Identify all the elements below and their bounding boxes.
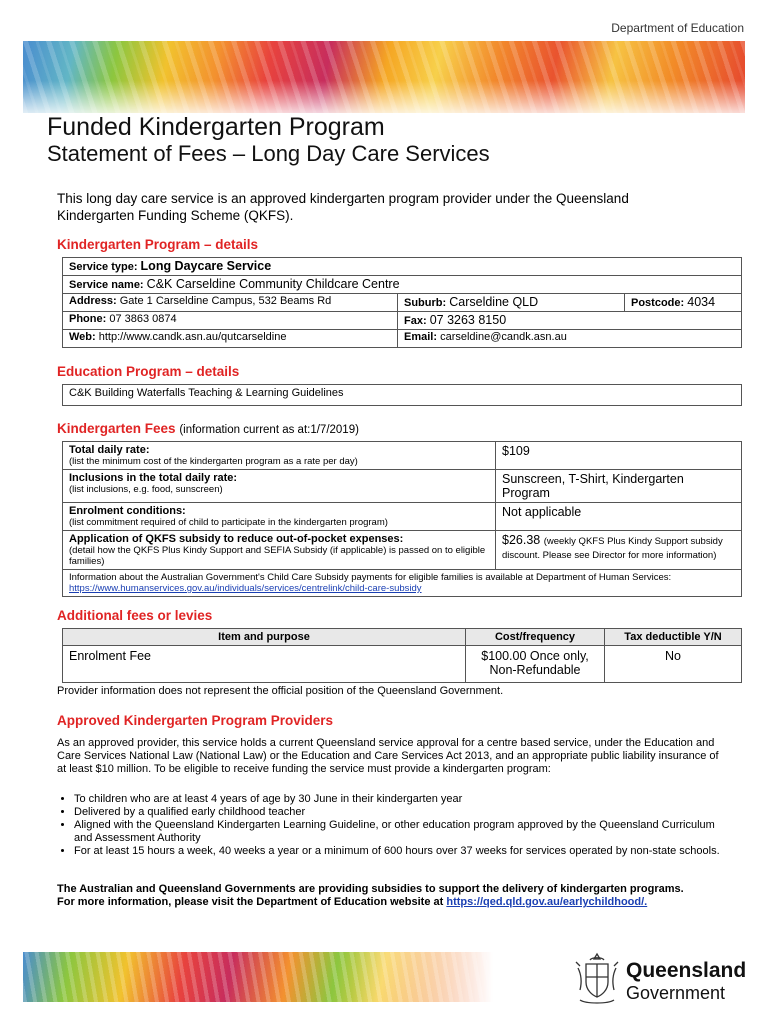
suburb-value: Carseldine QLD [449, 295, 539, 309]
approved-providers-heading: Approved Kindergarten Program Providers [57, 713, 334, 728]
fees-info-date: (information current as at:1/7/2019) [179, 424, 359, 436]
service-name-label: Service name: [69, 279, 144, 291]
address-cell [63, 294, 398, 312]
inclusions-note: (list inclusions, e.g. food, sunscreen) [69, 484, 223, 495]
web-label: Web: [69, 331, 96, 343]
fee-cost: $100.00 Once only, Non-Refundable [466, 646, 605, 683]
list-item: • To children who are at least 4 years of age by 30 June in their kindergarten year [74, 793, 736, 806]
service-name-cell [63, 276, 742, 294]
daily-rate-label-cell [63, 442, 496, 470]
subsidy-amount: $26.38 [502, 533, 541, 547]
enrolment-label-cell [63, 503, 496, 531]
table-row [63, 646, 742, 683]
approved-paragraph: As an approved provider, this service holds a current Queensland service approval for a centre based service, under the Education and Care Services National Law (National Law) or the Education and Care Services Act 2013, and an appropriate public liability insurance of at least $10 million. To be eligible to receive funding the service must provide a kindergarten program: [57, 737, 719, 775]
requirements-list [57, 793, 736, 858]
education-guideline: C&K Building Waterfalls Teaching & Learning Guidelines [63, 385, 742, 406]
queensland-government-logo [626, 960, 746, 1004]
additional-fees-table [62, 628, 742, 683]
inclusions-value: Sunscreen, T-Shirt, Kindergarten Program [496, 470, 742, 503]
postcode-label: Postcode: [631, 297, 685, 309]
address-value: Gate 1 Carseldine Campus, 532 Beams Rd [119, 295, 332, 307]
service-type-cell [63, 258, 742, 276]
fax-cell [398, 312, 742, 330]
intro-paragraph: This long day care service is an approved kindergarten program provider under the Queensland Kindergarten Funding Scheme (QKFS). [57, 191, 629, 223]
col-tax-deductible: Tax deductible Y/N [605, 629, 742, 646]
subsidy-note: (detail how the QKFS Plus Kindy Support and SEFIA Subsidy (if applicable) is passed on to eligible families) [69, 545, 486, 567]
daily-rate-value: $109 [496, 442, 742, 470]
service-type-value: Long Daycare Service [140, 259, 272, 273]
statement-title: Statement of Fees – Long Day Care Services [47, 141, 490, 166]
education-website-link[interactable]: https://qed.qld.gov.au/earlychildhood/. [446, 896, 648, 908]
program-details-table [62, 257, 742, 348]
ccs-link[interactable]: https://www.humanservices.gov.au/individuals/services/centrelink/child-care-subsidy [69, 583, 422, 594]
service-name-value: C&K Carseldine Community Childcare Centre [146, 277, 400, 291]
education-table [62, 384, 742, 406]
fees-heading [57, 421, 359, 436]
list-item: • Delivered by a qualified early childhood teacher [74, 806, 736, 819]
kp-details-heading: Kindergarten Program – details [57, 237, 259, 252]
web-value: http://www.candk.asn.au/qutcarseldine [98, 331, 287, 343]
service-type-label: Service type: [69, 261, 138, 273]
logo-line-government: Government [626, 983, 726, 1003]
col-item-purpose: Item and purpose [63, 629, 466, 646]
fee-tax: No [605, 646, 742, 683]
daily-rate-label: Total daily rate: [69, 444, 150, 456]
web-cell [63, 330, 398, 348]
footer-banner [23, 952, 493, 1002]
subsidy-label: Application of QKFS subsidy to reduce out-of-pocket expenses: [69, 533, 404, 545]
suburb-label: Suburb: [404, 297, 447, 309]
fax-value: 07 3263 8150 [429, 313, 507, 327]
provider-disclaimer: Provider information does not represent the official position of the Queensland Government. [57, 685, 504, 697]
list-item: • For at least 15 hours a week, 40 weeks a year or a minimum of 600 hours over 37 weeks for services operated by non-state schools. [74, 845, 736, 858]
col-cost-frequency: Cost/frequency [466, 629, 605, 646]
suburb-cell [398, 294, 625, 312]
coat-of-arms-icon [572, 950, 622, 1010]
header-banner [23, 41, 745, 113]
phone-cell [63, 312, 398, 330]
email-value: carseldine@candk.asn.au [440, 331, 567, 343]
logo-line-queensland: Queensland [626, 959, 747, 982]
phone-value: 07 3863 0874 [109, 313, 177, 325]
subsidy-description: (weekly QKFS Plus Kindy Support subsidy discount. Please see Director for more information) [502, 536, 723, 561]
education-heading: Education Program – details [57, 364, 240, 379]
phone-label: Phone: [69, 313, 107, 325]
enrolment-note: (list commitment required of child to participate in the kindergarten program) [69, 517, 388, 528]
department-name: Department of Education [611, 21, 744, 35]
postcode-cell [625, 294, 742, 312]
enrolment-value: Not applicable [496, 503, 742, 531]
postcode-value: 4034 [687, 295, 716, 309]
email-label: Email: [404, 331, 438, 343]
fee-item: Enrolment Fee [63, 646, 466, 683]
fees-heading-title: Kindergarten Fees [57, 421, 176, 436]
ccs-info-cell [63, 570, 742, 597]
daily-rate-note: (list the minimum cost of the kindergarten program as a rate per day) [69, 456, 358, 467]
closing-statement [57, 883, 697, 909]
inclusions-label: Inclusions in the total daily rate: [69, 472, 238, 484]
closing-text: The Australian and Queensland Governments are providing subsidies to support the delivery of kindergarten programs. For more information, please visit the Department of Education website at [57, 883, 684, 908]
subsidy-value-cell [496, 531, 742, 570]
subsidy-label-cell [63, 531, 496, 570]
address-label: Address: [69, 295, 117, 307]
ccs-info-text: Information about the Australian Government's Child Care Subsidy payments for eligible families is available at Department of Human Services: [69, 572, 672, 583]
list-item: • Aligned with the Queensland Kindergarten Learning Guideline, or other education program approved by the Queensland Curriculum and Assessment Authority [74, 819, 736, 845]
additional-fees-heading: Additional fees or levies [57, 608, 213, 623]
program-title: Funded Kindergarten Program [47, 113, 385, 141]
enrolment-label: Enrolment conditions: [69, 505, 186, 517]
inclusions-label-cell [63, 470, 496, 503]
email-cell [398, 330, 742, 348]
fax-label: Fax: [404, 315, 427, 327]
fees-table [62, 441, 742, 597]
